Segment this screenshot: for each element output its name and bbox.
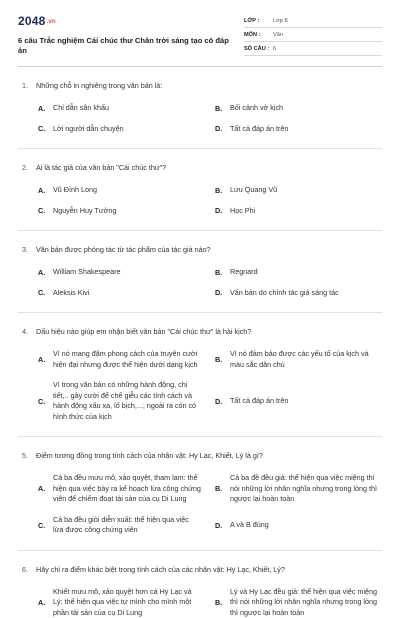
option-letter: B. (215, 186, 230, 195)
question-block (18, 437, 382, 551)
option-letter: C. (38, 521, 53, 530)
option-letter: D. (215, 521, 230, 530)
question-header (18, 451, 382, 461)
option-letter: A. (38, 355, 53, 364)
question-text: Điểm tương đồng trong tính cách của nhân vật: Hy Lạc, Khiết, Lý là gì? (36, 451, 263, 461)
option-text: William Shakespeare (53, 267, 125, 278)
option-letter: D. (215, 288, 230, 297)
option-letter: C. (38, 288, 53, 297)
answer-option[interactable] (215, 473, 382, 505)
question-number: 5. (18, 451, 36, 461)
meta-label: LỚP : (244, 18, 273, 24)
option-letter: A. (38, 268, 53, 277)
answer-option[interactable] (38, 206, 205, 217)
option-text: Cả ba đều mưu mô, xảo quyệt, tham lam: thể hiện qua việc bày ra kế hoạch lừa công chứng viên để chiếm đoạt tài sản của cụ Di Lung (53, 473, 205, 505)
logo-suffix: .vn (47, 19, 56, 25)
option-letter: C. (38, 206, 53, 215)
option-text: Bối cảnh vở kịch (230, 103, 287, 114)
question-header (18, 163, 382, 173)
meta-label: MÔN : (244, 32, 273, 38)
meta-value: Lớp 8 (273, 18, 288, 24)
option-text: Nguyễn Huy Tưởng (53, 206, 120, 217)
option-letter: B. (215, 355, 230, 364)
answer-options (18, 587, 382, 618)
question-text: Văn bản được phỏng tác từ tác phẩm của tác giả nào? (36, 245, 211, 255)
meta-row-class (244, 14, 382, 28)
question-block (18, 149, 382, 231)
option-text: Cả ba đều giỏi diễn xuất: thể hiện qua việc lừa được công chứng viên (53, 515, 205, 536)
option-text: Học Phi (230, 206, 259, 217)
answer-option[interactable] (38, 124, 205, 135)
option-text: Cả ba đề đều giả: thể hiện qua việc miệng thì nói những lời nhân nghĩa nhưng trong lòng thì ngược lại hoàn toàn (230, 473, 382, 505)
meta-row-count (244, 42, 382, 56)
answer-options (18, 185, 382, 216)
question-text: Những chỗ in nghiêng trong văn bản là: (36, 81, 162, 91)
option-text: Tất cả đáp án trên (230, 124, 292, 135)
option-letter: C. (38, 124, 53, 133)
option-text: Lý và Hy Lạc đều giả: thể hiện qua việc miệng thì nói những lời nhân nghĩa nhưng trong lòng thì ngược lại hoàn toàn (230, 587, 382, 618)
meta-value: Văn (273, 32, 283, 38)
answer-options (18, 349, 382, 422)
option-text: Vì nó đảm bảo được các yếu tố của kịch và màu sắc dân chủ (230, 349, 382, 370)
answer-option[interactable] (38, 288, 205, 299)
answer-option[interactable] (38, 103, 205, 114)
meta-value: 6 (273, 46, 276, 52)
option-letter: A. (38, 598, 53, 607)
page-title: 6 câu Trắc nghiệm Cái chúc thư Chân trời sáng tạo có đáp án (18, 36, 238, 56)
option-text: Văn bản do chính tác giả sáng tác (230, 288, 343, 299)
answer-option[interactable] (215, 185, 382, 196)
option-letter: C. (38, 397, 53, 406)
question-list (18, 67, 382, 618)
question-block (18, 231, 382, 313)
question-header (18, 327, 382, 337)
answer-option[interactable] (215, 349, 382, 370)
option-letter: A. (38, 104, 53, 113)
answer-option[interactable] (38, 380, 205, 422)
question-block (18, 67, 382, 149)
question-text: Ai là tác giả của văn bản "Cái chúc thư"? (36, 163, 166, 173)
question-text: Dấu hiệu nào giúp em nhận biết văn bản "Cái chúc thư" là hài kịch? (36, 327, 251, 337)
option-letter: D. (215, 124, 230, 133)
answer-option[interactable] (215, 587, 382, 618)
question-number: 1. (18, 81, 36, 91)
question-header (18, 245, 382, 255)
option-text: Aleksis Kivi (53, 288, 93, 299)
option-text: Khiết mưu mô, xảo quyệt hơn cả Hy Lạc và Lý: thể hiện qua việc tự mình cho mình một phần tài sản của cụ Di Lung (53, 587, 205, 618)
answer-options (18, 473, 382, 536)
option-text: Vì nó mang đậm phong cách của truyện cười hiện đại nhưng được thể hiện dưới dạng kịch (53, 349, 205, 370)
answer-option[interactable] (215, 206, 382, 217)
answer-option[interactable] (215, 124, 382, 135)
answer-option[interactable] (38, 185, 205, 196)
answer-option[interactable] (38, 473, 205, 505)
question-text: Hãy chỉ ra điểm khác biệt trong tính cách của các nhân vật: Hy Lạc, Khiết, Lý? (36, 565, 285, 575)
answer-option[interactable] (215, 103, 382, 114)
option-letter: A. (38, 186, 53, 195)
option-text: Tất cả đáp án trên (230, 396, 292, 407)
option-text: Lưu Quang Vũ (230, 185, 281, 196)
option-text: Vũ Đình Long (53, 185, 101, 196)
logo-main: 2048 (18, 14, 46, 28)
answer-option[interactable] (38, 515, 205, 536)
option-text: Vì trong văn bản có những hành động, chi tiết,.. gây cười để chế giễu các tính cách và hành động xấu xa, lố bịch,...; ngoài ra còn có hình thức của kịch (53, 380, 205, 422)
option-text: Lời người dẫn chuyện (53, 124, 128, 135)
option-letter: B. (215, 268, 230, 277)
question-header (18, 81, 382, 91)
question-number: 6. (18, 565, 36, 575)
answer-option[interactable] (215, 267, 382, 278)
meta-label: SỐ CÂU : (244, 46, 273, 52)
question-block (18, 313, 382, 437)
option-text: A và B đúng (230, 520, 273, 531)
answer-option[interactable] (38, 587, 205, 618)
option-letter: D. (215, 206, 230, 215)
answer-options (18, 267, 382, 298)
header-left (18, 14, 238, 56)
answer-options (18, 103, 382, 134)
question-number: 4. (18, 327, 36, 337)
answer-option[interactable] (38, 349, 205, 370)
meta-row-subject (244, 28, 382, 42)
question-block (18, 551, 382, 618)
answer-option[interactable] (215, 515, 382, 536)
question-number: 2. (18, 163, 36, 173)
answer-option[interactable] (215, 380, 382, 422)
meta-table (244, 14, 382, 56)
option-text: Regnard (230, 267, 262, 278)
worksheet-header (18, 0, 382, 56)
option-letter: B. (215, 598, 230, 607)
option-text: Chỉ dẫn sân khấu (53, 103, 113, 114)
question-header (18, 565, 382, 575)
answer-option[interactable] (38, 267, 205, 278)
question-number: 3. (18, 245, 36, 255)
option-letter: B. (215, 484, 230, 493)
answer-option[interactable] (215, 288, 382, 299)
option-letter: B. (215, 104, 230, 113)
site-logo[interactable] (18, 14, 238, 28)
option-letter: D. (215, 397, 230, 406)
option-letter: A. (38, 484, 53, 493)
